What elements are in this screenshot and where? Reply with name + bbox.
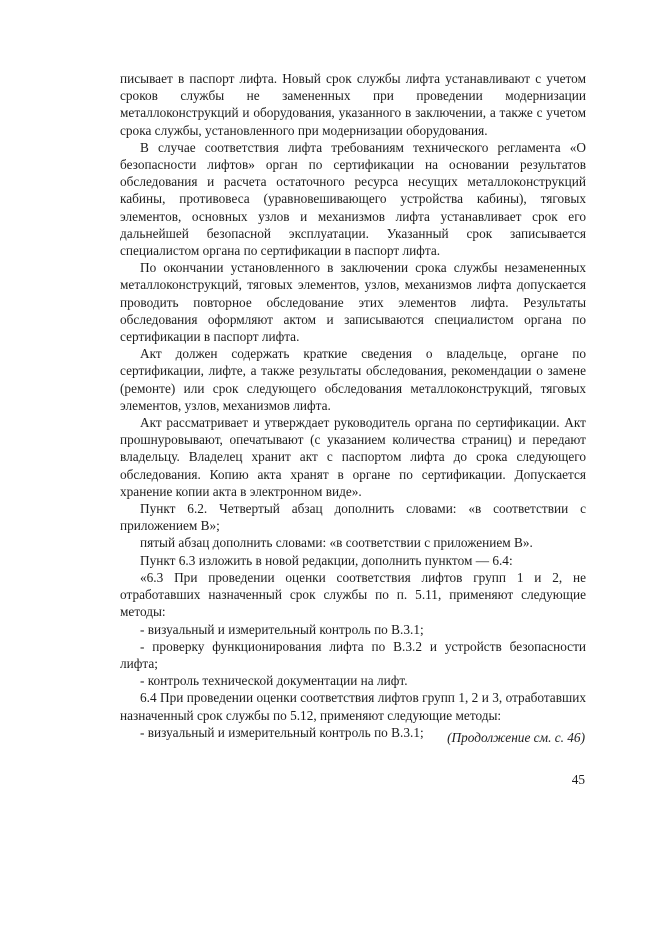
page-number: 45: [571, 772, 585, 787]
list-item-1: - визуальный и измерительный контроль по В.3.1;: [140, 621, 424, 637]
paragraph-4: Акт должен содержать краткие сведения о владельце, органе по сертификации, лифте, а также результаты обследования, рекомендации о замене (ремонте) или срок следующего обследования металлоконструкций, тяговых элементов, узлов, механизмов лифта.: [120, 346, 586, 413]
paragraph-8: Пункт 6.3 изложить в новой редакции, дополнить пунктом — 6.4:: [140, 552, 513, 568]
paragraph-1: писывает в паспорт лифта. Новый срок службы лифта устанавливают с учетом сроков службы не замененных при проведении модернизации металлоконструкций и оборудования, указанного в заключении, а также с учетом срока службы, установленного при модернизации оборудования.: [120, 71, 586, 138]
list-item-3: - контроль технической документации на лифт.: [140, 673, 408, 689]
paragraph-6: Пункт 6.2. Четвертый абзац дополнить словами: «в соответствии с приложением В»;: [120, 501, 586, 534]
paragraph-7: пятый абзац дополнить словами: «в соответствии с приложением В».: [140, 535, 533, 551]
list-item-4: - визуальный и измерительный контроль по В.3.1;: [140, 724, 424, 740]
list-item-2: - проверку функционирования лифта по В.3.2 и устройств безопасности лифта;: [120, 638, 586, 671]
continuation-note: (Продолжение см. с. 46): [447, 730, 585, 745]
body-text: [120, 70, 586, 741]
paragraph-10: 6.4 При проведении оценки соответствия лифтов групп 1, 2 и 3, отработавших назначенный срок службы по 5.12, применяют следующие методы:: [120, 690, 586, 723]
paragraph-5: Акт рассматривает и утверждает руководитель органа по сертификации. Акт прошнуровывают, опечатывают (с указанием количества страниц) и передают владельцу. Владелец хранит акт с паспортом лифта до срока следующего обследования. Копию акта хранят в органе по сертификации. Допускается хранение копии акта в электронном виде».: [120, 415, 586, 499]
paragraph-2: В случае соответствия лифта требованиям технического регламента «О безопасности лифтов» орган по сертификации на основании результатов обследования и расчета остаточного ресурса несущих металлоконструкций кабины, противовеса (уравновешивающего устройства кабины), тяговых элементов, основных узлов и механизмов лифта устанавливает срок его дальнейшей безопасной эксплуатации. Указанный срок записывается специалистом органа по сертификации в паспорт лифта.: [120, 139, 586, 259]
paragraph-9: «6.3 При проведении оценки соответствия лифтов групп 1 и 2, не отработавших назначенный срок службы по п. 5.11, применяют следующие методы:: [120, 569, 586, 620]
paragraph-3: По окончании установленного в заключении срока службы незамененных металлоконструкций, тяговых элементов, узлов, механизмов лифта допускается проводить повторное обследование этих элементов лифта. Результаты обследования оформляют актом и записываются специалистом органа по сертификации в паспорт лифта.: [120, 260, 586, 345]
